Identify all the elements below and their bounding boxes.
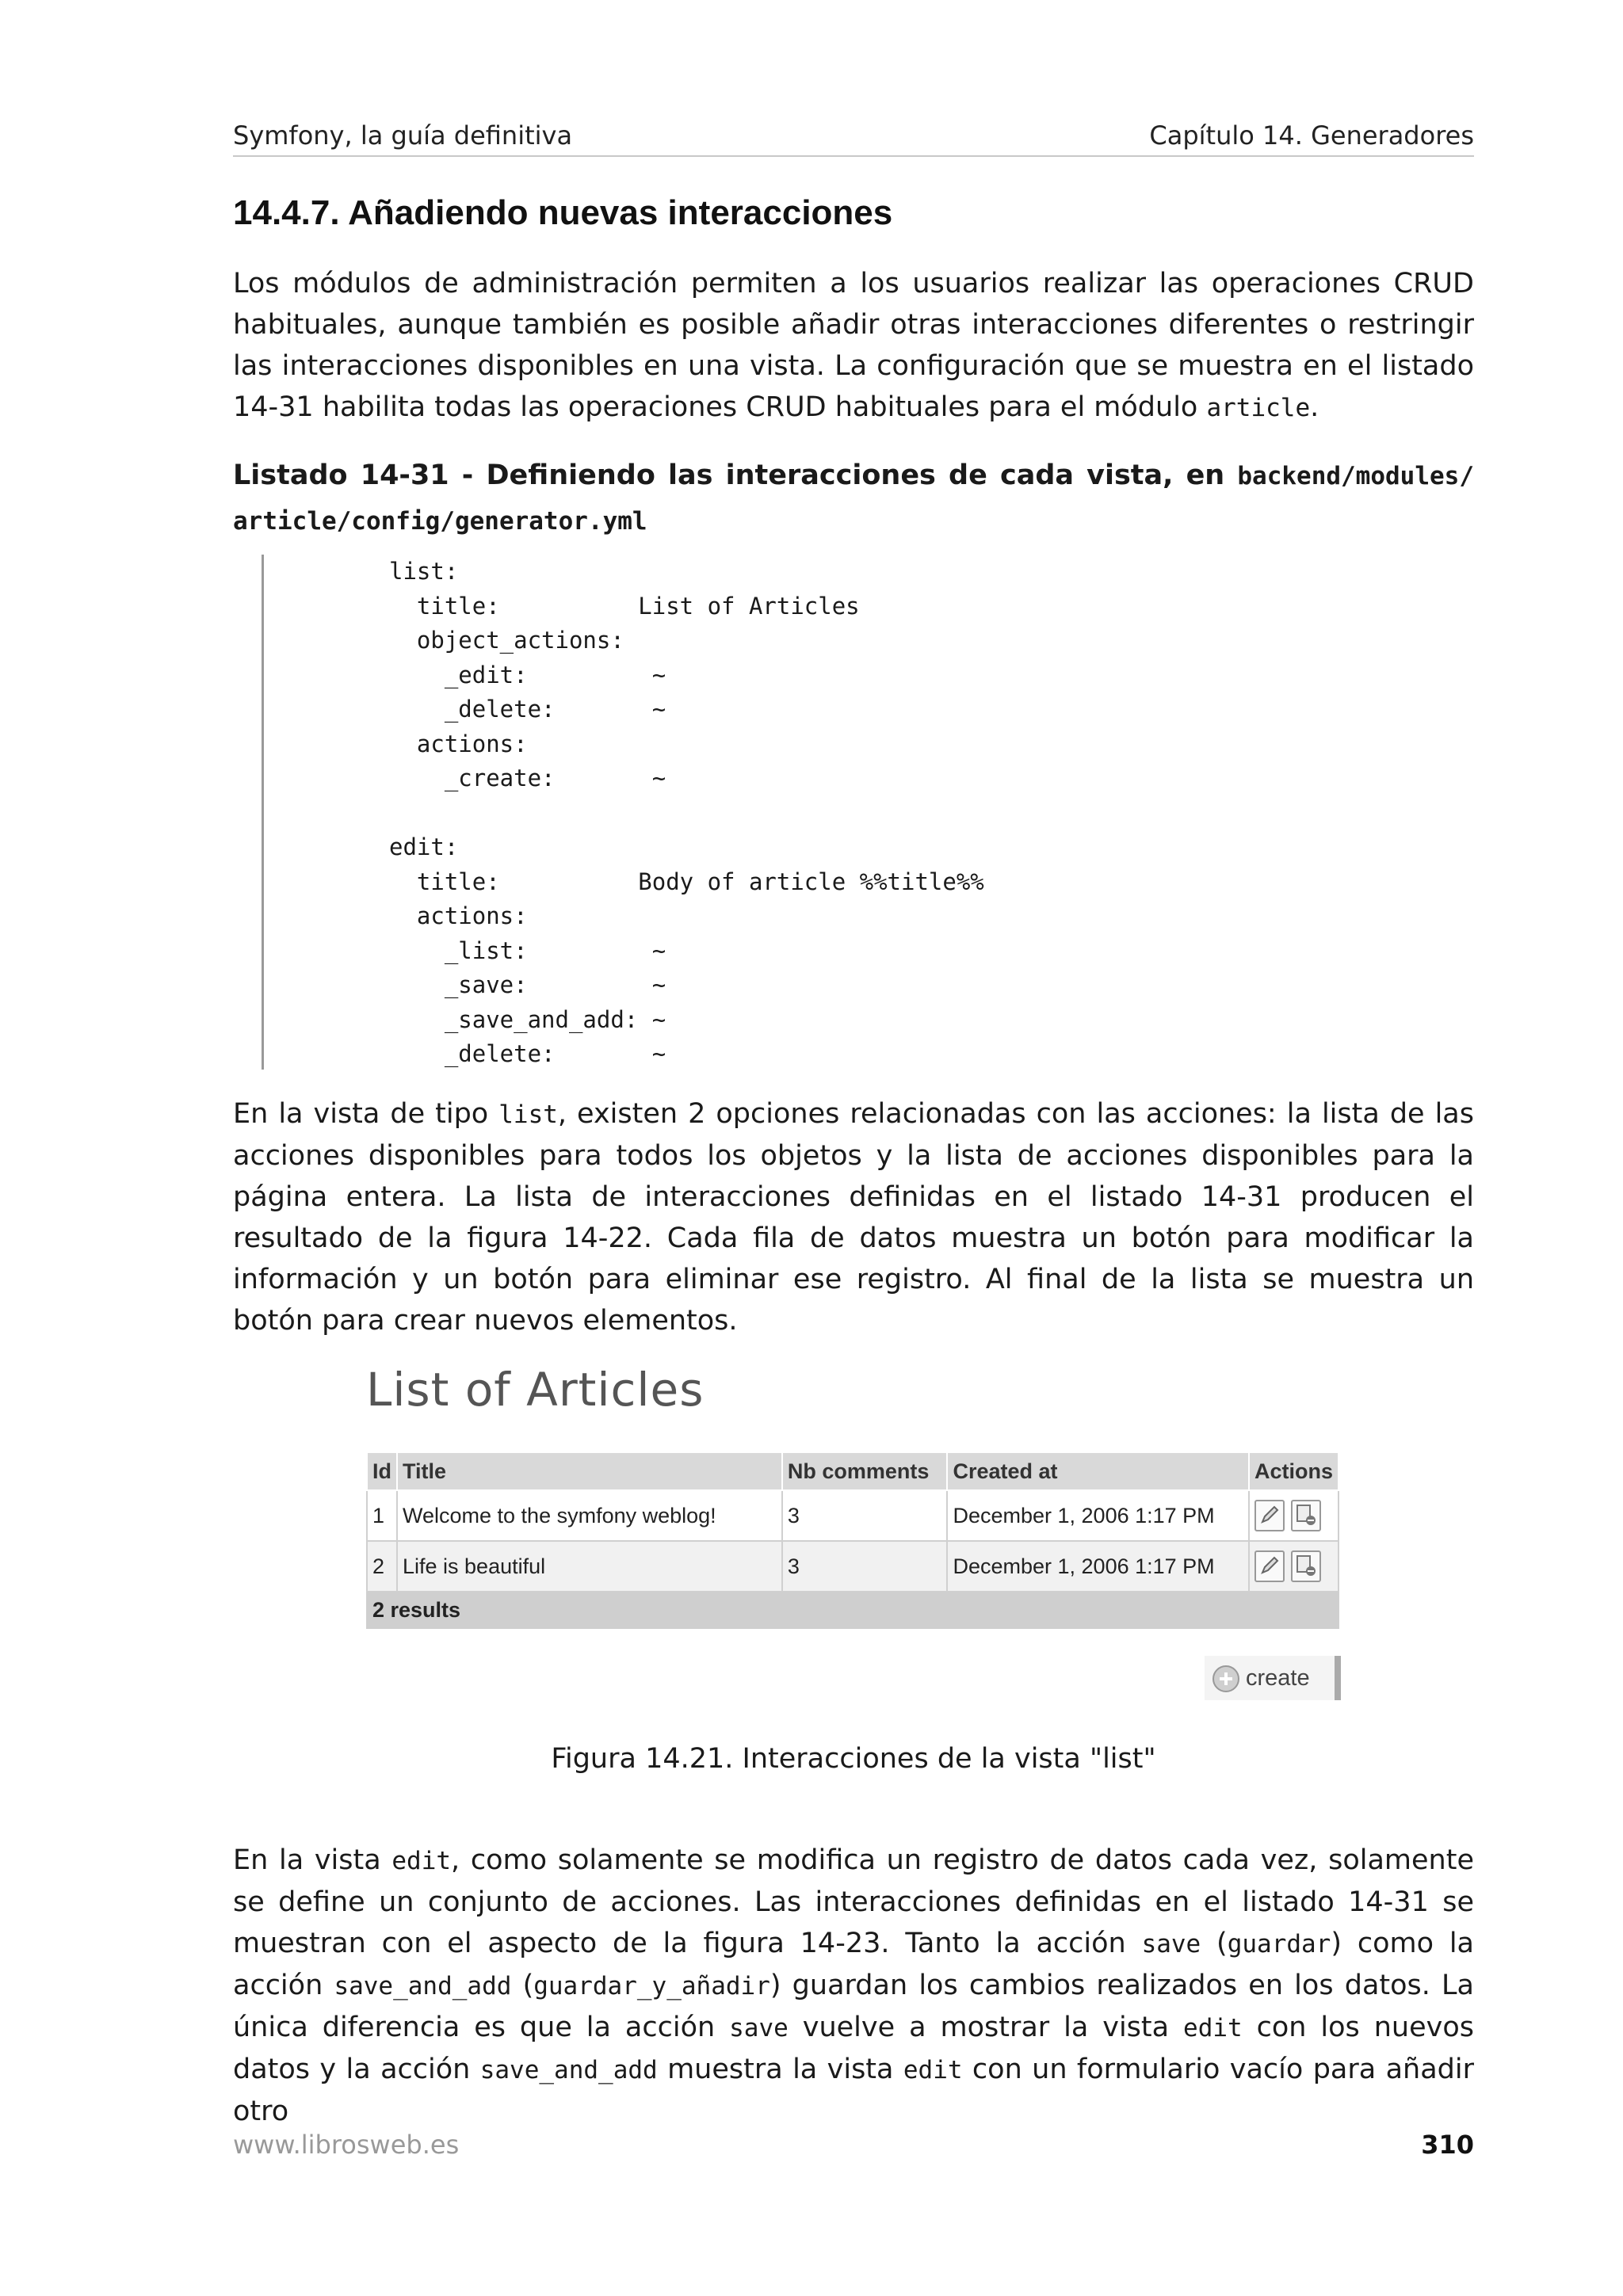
cell-title[interactable]: Life is beautiful bbox=[397, 1541, 782, 1592]
cell-id: 2 bbox=[367, 1541, 397, 1592]
cell-created: December 1, 2006 1:17 PM bbox=[947, 1490, 1249, 1541]
table-row bbox=[367, 1541, 1338, 1592]
list-view-paragraph bbox=[233, 1093, 1474, 1341]
text: con los nuevos datos y la acción bbox=[233, 2012, 1474, 2085]
create-button[interactable] bbox=[1205, 1656, 1341, 1700]
listing-label: Listado 14-31 - Definiendo las interacciones de cada vista, en bbox=[233, 460, 1238, 491]
cell-id: 1 bbox=[367, 1490, 397, 1541]
text: ( bbox=[511, 1970, 534, 2001]
page-footer bbox=[233, 2130, 1474, 2169]
results-row bbox=[367, 1592, 1338, 1628]
articles-table bbox=[366, 1451, 1339, 1629]
cell-created: December 1, 2006 1:17 PM bbox=[947, 1541, 1249, 1592]
text: ) como la acción bbox=[233, 1928, 1474, 2001]
cell-comments: 3 bbox=[782, 1490, 948, 1541]
col-nb-comments[interactable]: Nb comments bbox=[782, 1452, 948, 1490]
yaml-code: list: title: List of Articles object_actions: _edit: ~ _delete: ~ actions: _create: ~ edit: title: Body of article %%title%% actions: _list: ~ _save: ~ _save_and_add: ~ _delete: ~ bbox=[389, 558, 984, 1067]
text: Los módulos de administración permiten a los usuarios realizar las operaciones CRUD habituales, aunque también es posible añadir otras interacciones diferentes o restringir las interacciones disponibles en una vista. La configuración que se muestra en el listado 14-31 habilita todas las operaciones CRUD habituales para el módulo bbox=[233, 268, 1474, 423]
inline-code: save bbox=[1141, 1930, 1201, 1958]
site-link[interactable]: www.librosweb.es bbox=[233, 2130, 460, 2160]
inline-code: edit bbox=[1183, 2014, 1243, 2042]
inline-code: guardar bbox=[1227, 1930, 1331, 1958]
text: ( bbox=[1201, 1928, 1228, 1959]
edit-icon[interactable] bbox=[1254, 1550, 1285, 1582]
edit-icon[interactable] bbox=[1254, 1500, 1285, 1531]
cell-actions bbox=[1249, 1541, 1338, 1592]
text: , existen 2 opciones relacionadas con las acciones: la lista de las acciones disponibles para todos los objetos y la lista de acciones disponibles para la página entera. La lista de interacciones definidas en el listado 14-31 producen el resultado de la figura 14-22. Cada fila de datos muestra un botón para modificar la información y un botón para eliminar ese registro. Al final de la lista se muestra un botón para crear nuevos elementos. bbox=[233, 1098, 1474, 1337]
text: con un formulario vacío para añadir otro bbox=[233, 2054, 1474, 2127]
section-heading: 14.4.7. Añadiendo nuevas interacciones bbox=[233, 193, 893, 232]
text: En la vista bbox=[233, 1844, 392, 1876]
intro-paragraph bbox=[233, 263, 1474, 429]
text: . bbox=[1310, 391, 1319, 423]
text: ) guardan los cambios realizados en los datos. La única diferencia es que la acción bbox=[233, 1970, 1475, 2043]
col-id[interactable]: Id bbox=[367, 1452, 397, 1490]
inline-code: save_and_add bbox=[479, 2056, 658, 2084]
cell-comments: 3 bbox=[782, 1541, 948, 1592]
table-header-row bbox=[367, 1452, 1338, 1490]
page-number: 310 bbox=[1421, 2130, 1474, 2160]
col-title[interactable]: Title bbox=[397, 1452, 782, 1490]
figure-page-title: List of Articles bbox=[366, 1363, 705, 1417]
text: vuelve a mostrar la vista bbox=[788, 2012, 1184, 2043]
code-block bbox=[262, 555, 1373, 1070]
edit-view-paragraph bbox=[233, 1840, 1474, 2132]
inline-code: save_and_add bbox=[334, 1972, 512, 2000]
text: muestra la vista bbox=[657, 2054, 903, 2085]
plus-circle-icon bbox=[1212, 1665, 1239, 1692]
chapter-title: Capítulo 14. Generadores bbox=[1149, 120, 1474, 151]
listing-path: backend/modules/ article/config/generator.yml bbox=[233, 462, 1474, 536]
create-button-label: create bbox=[1246, 1665, 1310, 1691]
cell-actions bbox=[1249, 1490, 1338, 1541]
inline-code: article bbox=[1206, 394, 1311, 422]
book-title: Symfony, la guía definitiva bbox=[233, 120, 573, 151]
figure-screenshot bbox=[366, 1363, 1341, 1711]
delete-icon[interactable] bbox=[1291, 1550, 1321, 1582]
listing-caption bbox=[233, 453, 1474, 543]
inline-code: edit bbox=[391, 1847, 452, 1875]
inline-code: guardar_y_añadir bbox=[533, 1972, 770, 2000]
text: , como solamente se modifica un registro de datos cada vez, solamente se define un conjunto de acciones. Las interacciones definidas en el listado 14-31 se muestran con el aspecto de la figura 14-23. Tanto la acción bbox=[233, 1844, 1474, 1959]
inline-code: save bbox=[729, 2014, 789, 2042]
inline-code: edit bbox=[903, 2056, 963, 2084]
text: En la vista de tipo bbox=[233, 1098, 499, 1130]
col-created-at[interactable]: Created at bbox=[947, 1452, 1249, 1490]
cell-title[interactable]: Welcome to the symfony weblog! bbox=[397, 1490, 782, 1541]
inline-code: list bbox=[498, 1100, 558, 1129]
figure-caption: Figura 14.21. Interacciones de la vista "list" bbox=[551, 1743, 1156, 1775]
delete-icon[interactable] bbox=[1291, 1500, 1321, 1531]
table-row bbox=[367, 1490, 1338, 1541]
results-count: 2 results bbox=[367, 1592, 1338, 1628]
running-header bbox=[233, 117, 1474, 157]
col-actions: Actions bbox=[1249, 1452, 1338, 1490]
